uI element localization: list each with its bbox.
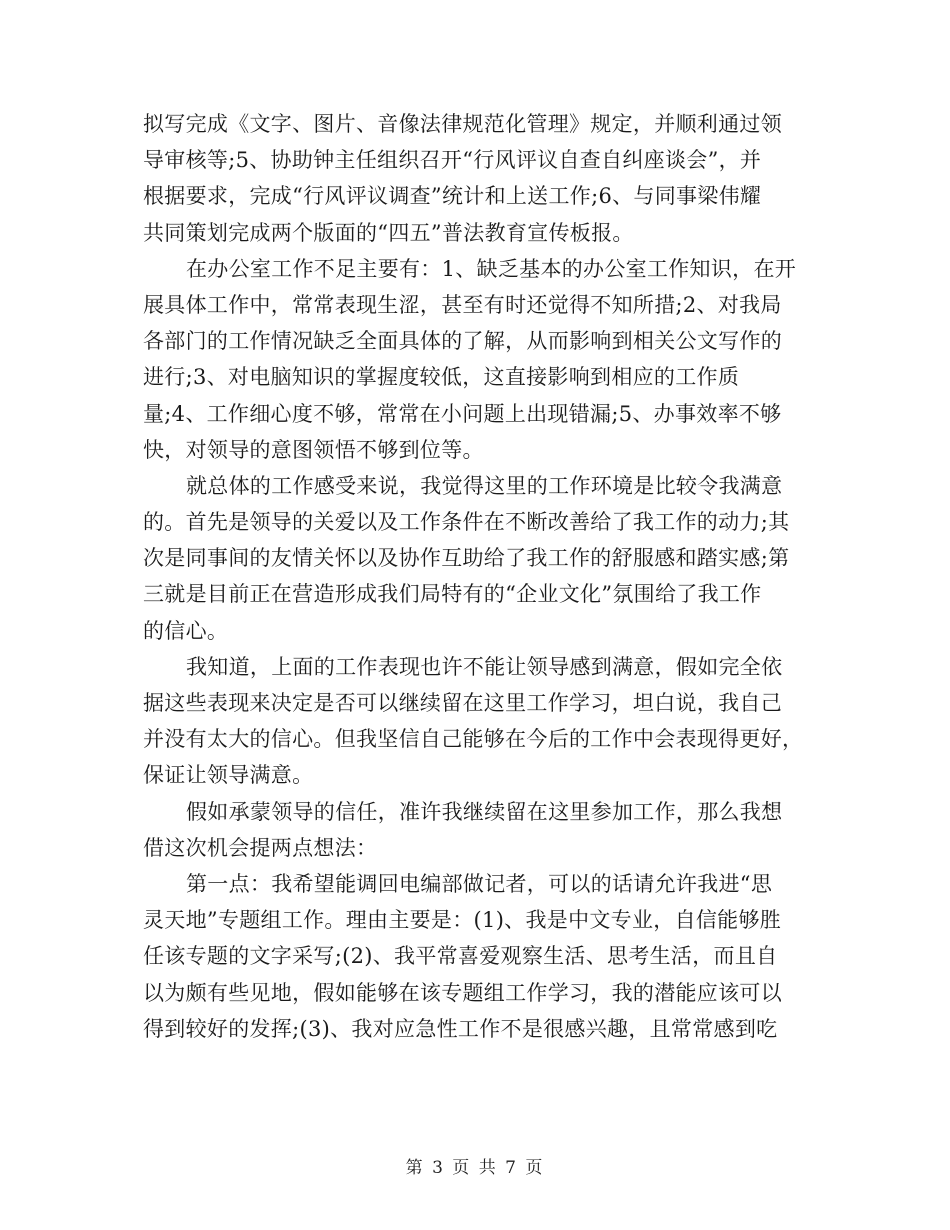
text-line: 次是同事间的友情关怀以及协作互助给了我工作的舒服感和踏实感;第 — [143, 546, 790, 571]
text-line: 任该专题的文字采写;(2)、我平常喜爱观察生活、思考生活，而且自 — [143, 944, 778, 969]
text-line: 保证让领导满意。 — [143, 763, 314, 788]
text-line: 展具体工作中，常常表现生涩，甚至有时还觉得不知所措;2、对我局 — [143, 292, 782, 317]
text-line: 拟写完成《文字、图片、音像法律规范化管理》规定，并顺利通过领 — [143, 112, 782, 136]
text-line: 根据要求，完成“行风评议调查”统计和上送工作;6、与同事梁伟耀 — [143, 184, 762, 209]
paragraph-first-line: 在办公室工作不足主要有：1、缺乏基本的办公室工作知识，在开 — [186, 256, 797, 281]
paragraph-first-line: 就总体的工作感受来说，我觉得这里的工作环境是比较令我满意 — [186, 473, 783, 498]
document-body — [143, 106, 809, 1047]
paragraph-first-line: 假如承蒙领导的信任，准许我继续留在这里参加工作，那么我想 — [186, 799, 783, 824]
text-line: 快，对领导的意图领悟不够到位等。 — [143, 437, 484, 462]
page-number-footer: 第 3 页 共 7 页 — [405, 1158, 545, 1178]
text-line: 借这次机会提两点想法： — [143, 835, 378, 860]
paragraph-first-line: 我知道，上面的工作表现也许不能让领导感到满意，假如完全依 — [186, 654, 783, 679]
text-line: 并没有太大的信心。但我坚信自己能够在今后的工作中会表现得更好， — [143, 727, 804, 752]
text-line: 的。首先是领导的关爱以及工作条件在不断改善给了我工作的动力;其 — [143, 510, 790, 535]
text-line: 据这些表现来决定是否可以继续留在这里工作学习，坦白说，我自己 — [143, 691, 782, 715]
text-line: 以为颇有些见地，假如能够在该专题组工作学习，我的潜能应该可以 — [143, 980, 782, 1005]
text-line: 的信心。 — [143, 618, 229, 643]
text-line: 灵天地”专题组工作。理由主要是：(1)、我是中文专业，自信能够胜 — [143, 908, 782, 933]
text-line: 导审核等;5、协助钟主任组织召开“行风评议自查自纠座谈会”，并 — [143, 148, 762, 173]
paragraph-first-line: 第一点：我希望能调回电编部做记者，可以的话请允许我进“思 — [186, 871, 773, 896]
text-line: 进行;3、对电脑知识的掌握度较低，这直接影响到相应的工作质 — [143, 365, 740, 390]
text-line: 各部门的工作情况缺乏全面具体的了解，从而影响到相关公文写作的 — [143, 329, 782, 354]
text-line: 三就是目前正在营造形成我们局特有的“企业文化”氛围给了我工作 — [143, 582, 762, 607]
text-line: 共同策划完成两个版面的“四五”普法教育宣传板报。 — [143, 220, 634, 245]
text-line: 量;4、工作细心度不够，常常在小问题上出现错漏;5、办事效率不够 — [143, 401, 782, 426]
text-line: 得到较好的发挥;(3)、我对应急性工作不是很感兴趣，且常常感到吃 — [143, 1016, 778, 1041]
